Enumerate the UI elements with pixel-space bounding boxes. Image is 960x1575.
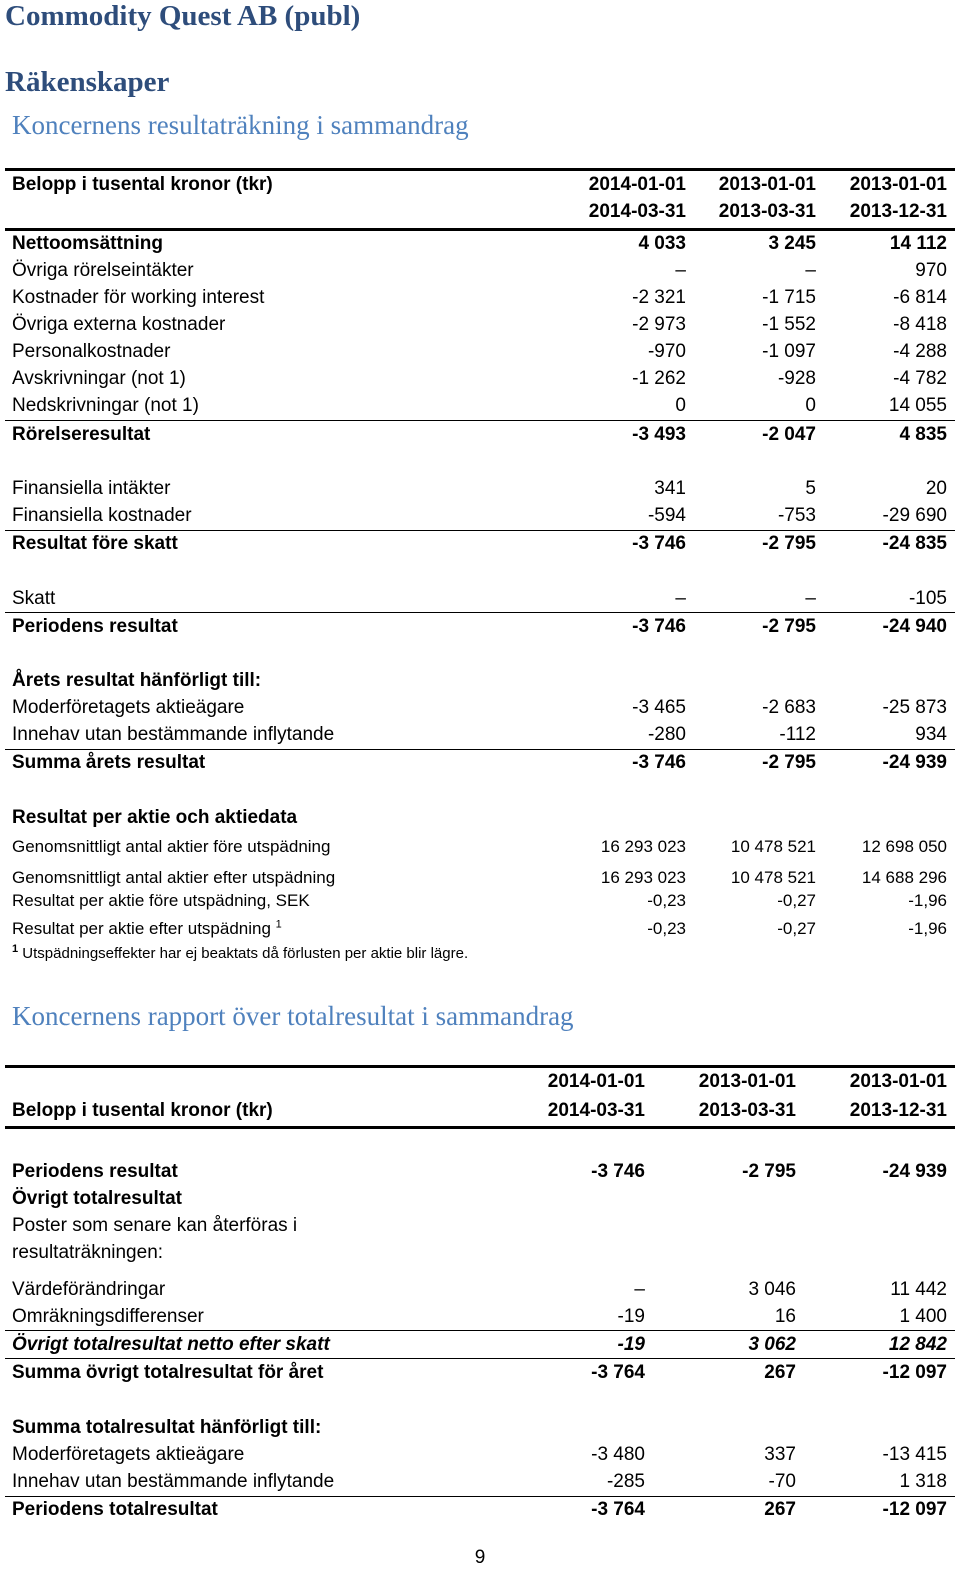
cell-value: 16 293 023 — [600, 868, 686, 887]
table-row — [5, 424, 955, 448]
footnote-text: Utspädningseffekter har ej beaktats då förlusten per aktie blir lägre. — [22, 945, 469, 962]
cell-value: -928 — [777, 368, 816, 389]
cell-value: 14 112 — [889, 233, 947, 254]
cell-value: 970 — [915, 260, 947, 281]
cell-value: 14 688 296 — [861, 868, 947, 887]
cell-value: 1 318 — [899, 1471, 947, 1492]
row-label: Värdeförändringar — [12, 1279, 166, 1300]
row-label: Summa totalresultat hänförligt till: — [12, 1417, 322, 1438]
row-label: Moderföretagets aktieägare — [12, 1444, 245, 1465]
table-row — [5, 1242, 955, 1266]
cell-value: -3 746 — [632, 533, 686, 554]
row-label: Periodens totalresultat — [12, 1499, 218, 1520]
table-row — [5, 868, 955, 892]
table-row — [5, 891, 955, 915]
table-row — [5, 1279, 955, 1303]
row-label: resultaträkningen: — [12, 1242, 164, 1263]
cell-value: -2 683 — [762, 697, 816, 718]
column-header: 2013-12-31 — [849, 201, 947, 222]
table-row — [5, 1444, 955, 1468]
row-label: Innehav utan bestämmande inflytande — [12, 1471, 335, 1492]
column-header: 2014-03-31 — [588, 201, 686, 222]
table-row — [5, 697, 955, 721]
cell-value: -19 — [617, 1306, 645, 1327]
row-label: Periodens resultat — [12, 1161, 178, 1182]
row-label: Resultat före skatt — [12, 533, 178, 554]
cell-value: 16 293 023 — [600, 837, 686, 856]
cell-value: 4 033 — [638, 233, 686, 254]
unit-label: Belopp i tusental kronor (tkr) — [12, 174, 273, 195]
table-row — [5, 1499, 955, 1523]
cell-value: -0,27 — [777, 919, 816, 938]
cell-value: -1 715 — [762, 287, 816, 308]
cell-value: -6 814 — [893, 287, 947, 308]
row-label: Nettoomsättning — [12, 233, 163, 254]
table-row — [5, 670, 955, 694]
cell-value: 0 — [805, 395, 816, 416]
table-row — [5, 233, 955, 257]
cell-value: -4 288 — [893, 341, 947, 362]
table-row — [5, 919, 955, 943]
cell-value: 4 835 — [899, 424, 947, 445]
table-header-row — [5, 201, 955, 225]
cell-value: – — [675, 588, 686, 609]
footnote — [12, 945, 468, 962]
table-row — [5, 588, 955, 612]
cell-value: -112 — [779, 724, 816, 745]
cell-value: 11 442 — [890, 1279, 947, 1300]
column-header: 2013-12-31 — [849, 1100, 947, 1121]
cell-value: 934 — [915, 724, 947, 745]
column-header: 2013-01-01 — [698, 1071, 796, 1092]
cell-value: -12 097 — [882, 1362, 947, 1383]
cell-value: -0,23 — [647, 891, 686, 910]
column-header: 2013-01-01 — [849, 174, 947, 195]
column-header: 2014-01-01 — [588, 174, 686, 195]
cell-value: -2 795 — [762, 616, 816, 637]
cell-value: 267 — [764, 1499, 796, 1520]
cell-value: 3 245 — [768, 233, 816, 254]
unit-label: Belopp i tusental kronor (tkr) — [12, 1100, 273, 1121]
cell-value: -3 746 — [632, 616, 686, 637]
cell-value: 16 — [774, 1306, 796, 1327]
company-title: Commodity Quest AB (publ) — [5, 0, 361, 32]
row-label — [12, 919, 282, 939]
cell-value: -13 415 — [882, 1444, 947, 1465]
cell-value: -970 — [647, 341, 686, 362]
cell-value: -3 480 — [591, 1444, 645, 1465]
row-label: Genomsnittligt antal aktier före utspädning — [12, 837, 331, 856]
table-row — [5, 395, 955, 419]
cell-value: 12 698 050 — [861, 837, 947, 856]
cell-value: -2 321 — [632, 287, 686, 308]
cell-value: 5 — [805, 478, 816, 499]
row-label: Årets resultat hänförligt till: — [12, 670, 262, 691]
cell-value: 267 — [764, 1362, 796, 1383]
table-row — [5, 287, 955, 311]
income-statement-title: Koncernens resultaträkning i sammandrag — [12, 110, 469, 140]
cell-value: 20 — [925, 478, 947, 499]
cell-value: 1 400 — [899, 1306, 947, 1327]
cell-value: 341 — [654, 478, 686, 499]
cell-value: 337 — [764, 1444, 796, 1465]
table-row — [5, 1188, 955, 1212]
table-row — [5, 1417, 955, 1441]
row-label: Övrigt totalresultat netto efter skatt — [12, 1334, 330, 1355]
cell-value: -2 973 — [632, 314, 686, 335]
row-label: Resultat per aktie före utspädning, SEK — [12, 891, 310, 910]
row-label: Övrigt totalresultat — [12, 1188, 182, 1209]
row-label: Finansiella intäkter — [12, 478, 171, 499]
cell-value: -3 465 — [632, 697, 686, 718]
cell-value: -1 097 — [762, 341, 816, 362]
cell-value: – — [805, 588, 816, 609]
column-header: 2013-03-31 — [698, 1100, 796, 1121]
cell-value: -3 493 — [632, 424, 686, 445]
cell-value: -1 262 — [632, 368, 686, 389]
row-label: Summa årets resultat — [12, 752, 206, 773]
table-row — [5, 478, 955, 502]
cell-value: -29 690 — [882, 505, 947, 526]
cell-value: -12 097 — [882, 1499, 947, 1520]
row-label: Finansiella kostnader — [12, 505, 192, 526]
cell-value: -1,96 — [908, 919, 947, 938]
cell-value: -2 795 — [762, 752, 816, 773]
cell-value: -753 — [777, 505, 816, 526]
table-row — [5, 368, 955, 392]
row-label: Rörelseresultat — [12, 424, 151, 445]
cell-value: -0,23 — [647, 919, 686, 938]
table-row — [5, 314, 955, 338]
row-label: Avskrivningar (not 1) — [12, 368, 186, 389]
table-row — [5, 1215, 955, 1239]
table-row — [5, 1471, 955, 1495]
cell-value: -24 835 — [882, 533, 947, 554]
column-header: 2013-03-31 — [718, 201, 816, 222]
cell-value: -1,96 — [908, 891, 947, 910]
row-label: Omräkningsdifferenser — [12, 1306, 204, 1327]
table-row — [5, 1161, 955, 1185]
section-title: Räkenskaper — [5, 66, 170, 98]
cell-value: -2 795 — [762, 533, 816, 554]
table-row — [5, 533, 955, 557]
cell-value: -8 418 — [893, 314, 947, 335]
table-row — [5, 724, 955, 748]
column-header: 2014-01-01 — [547, 1071, 645, 1092]
cell-value: -19 — [617, 1334, 645, 1355]
table-row — [5, 1362, 955, 1386]
footnote-marker: 1 — [275, 918, 282, 931]
cell-value: – — [675, 260, 686, 281]
cell-value: -2 795 — [742, 1161, 796, 1182]
row-label: Övriga rörelseintäkter — [12, 260, 194, 281]
cell-value: -594 — [647, 505, 686, 526]
cell-value: -3 746 — [632, 752, 686, 773]
table-row — [5, 260, 955, 284]
row-label: Summa övrigt totalresultat för året — [12, 1362, 324, 1383]
cell-value: -285 — [606, 1471, 645, 1492]
page-number: 9 — [474, 1547, 486, 1568]
row-label: Nedskrivningar (not 1) — [12, 395, 199, 416]
table-row — [5, 505, 955, 529]
row-label: Skatt — [12, 588, 56, 609]
cell-value: 3 062 — [748, 1334, 796, 1355]
cell-value: – — [805, 260, 816, 281]
cell-value: 0 — [675, 395, 686, 416]
cell-value: -3 764 — [591, 1499, 645, 1520]
cell-value: -105 — [908, 588, 947, 609]
cell-value: -25 873 — [882, 697, 947, 718]
row-label: Kostnader för working interest — [12, 287, 265, 308]
cell-value: -1 552 — [762, 314, 816, 335]
comprehensive-income-title: Koncernens rapport över totalresultat i sammandrag — [12, 1001, 574, 1031]
cell-value: -4 782 — [893, 368, 947, 389]
row-label: Resultat per aktie och aktiedata — [12, 807, 298, 828]
column-header: 2013-01-01 — [849, 1071, 947, 1092]
cell-value: -3 746 — [591, 1161, 645, 1182]
cell-value: -2 047 — [762, 424, 816, 445]
table-row — [5, 341, 955, 365]
cell-value: – — [634, 1279, 645, 1300]
table-row — [5, 807, 955, 831]
table-row — [5, 1306, 955, 1330]
column-header: 2013-01-01 — [718, 174, 816, 195]
cell-value: 3 046 — [748, 1279, 796, 1300]
row-label: Innehav utan bestämmande inflytande — [12, 724, 335, 745]
cell-value: -24 939 — [882, 752, 947, 773]
row-label-text: Resultat per aktie efter utspädning — [12, 919, 271, 938]
cell-value: -3 764 — [591, 1362, 645, 1383]
cell-value: -0,27 — [777, 891, 816, 910]
column-header: 2014-03-31 — [547, 1100, 645, 1121]
cell-value: -24 940 — [882, 616, 947, 637]
table-row — [5, 752, 955, 776]
cell-value: 14 055 — [888, 395, 947, 416]
footnote-marker: 1 — [12, 943, 19, 955]
cell-value: -24 939 — [882, 1161, 947, 1182]
cell-value: 10 478 521 — [730, 837, 816, 856]
cell-value: 10 478 521 — [730, 868, 816, 887]
cell-value: -280 — [647, 724, 686, 745]
table-header-row — [5, 174, 955, 198]
row-label: Genomsnittligt antal aktier efter utspädning — [12, 868, 336, 887]
table-header-row — [5, 1071, 955, 1095]
row-label: Poster som senare kan återföras i — [12, 1215, 298, 1236]
row-label: Personalkostnader — [12, 341, 171, 362]
cell-value: -70 — [768, 1471, 796, 1492]
table-header-row — [5, 1100, 955, 1124]
row-label: Periodens resultat — [12, 616, 178, 637]
table-row — [5, 616, 955, 640]
row-label: Övriga externa kostnader — [12, 314, 226, 335]
table-row — [5, 837, 955, 861]
row-label: Moderföretagets aktieägare — [12, 697, 245, 718]
cell-value: 12 842 — [888, 1334, 947, 1355]
table-row — [5, 1334, 955, 1358]
